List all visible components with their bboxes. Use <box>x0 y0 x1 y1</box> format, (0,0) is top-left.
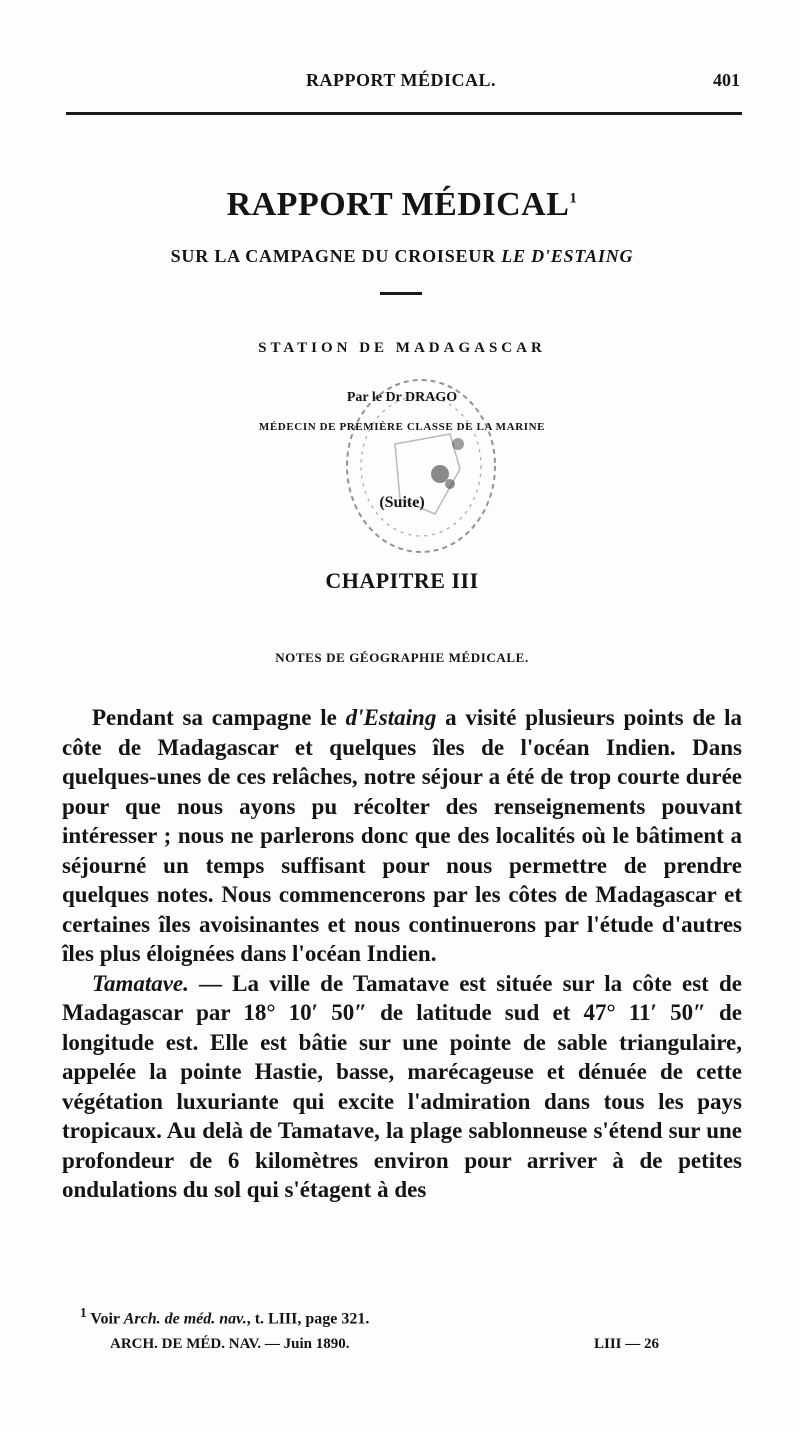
paragraph <box>62 703 742 969</box>
author-rank: MÉDECIN DE PREMIÈRE CLASSE DE LA MARINE <box>258 421 546 433</box>
library-stamp <box>340 374 502 558</box>
page-number: 401 <box>713 70 740 90</box>
author-line: Par le Dr DRAGO <box>346 390 458 405</box>
footer-citation: ARCH. DE MÉD. NAV. — Juin 1890. <box>110 1336 350 1352</box>
footnote-prefix: Voir <box>90 1310 124 1328</box>
header-rule <box>66 112 742 115</box>
footnote-mark: 1 <box>80 1305 87 1320</box>
footnote-journal: Arch. de méd. nav. <box>123 1310 247 1328</box>
footnote <box>80 1305 369 1328</box>
paragraph <box>62 969 742 1205</box>
chapter-heading: CHAPITRE III <box>325 568 479 593</box>
title-divider <box>380 292 422 295</box>
section-heading: NOTES DE GÉOGRAPHIE MÉDICALE. <box>275 650 529 665</box>
running-head <box>62 70 740 104</box>
station-heading: STATION DE MADAGASCAR <box>258 340 546 356</box>
ship-name: LE D'ESTAING <box>501 246 634 266</box>
report-title-text: RAPPORT MÉDICAL <box>226 186 570 223</box>
paragraph-text: a visité plusieurs points de la côte de Madagascar et quelques îles de l'océan Indien. Dans quelques-unes de ces relâches, notre séjour a été de trop courte durée pour que nous ayons pu récolter des renseignements pouvant intéresser ; nous ne parlerons donc que des localités où le bâtiment a séjourné un temps suffisant pour nous permettre de prendre quelques notes. Nous commencerons par les côtes de Madagascar et certaines îles avoisinantes et nous continuerons par l'étude d'autres îles plus éloignées dans l'océan Indien. <box>62 705 743 966</box>
report-subtitle <box>62 246 742 267</box>
place-name: Tamatave. <box>92 970 189 996</box>
footnote-suffix: , t. LIII, page 321. <box>246 1310 370 1328</box>
paragraph-text: — La ville de Tamatave est située sur la côte est de Madagascar par 18° 10′ 50″ de latitude sud et 47° 11′ 50″ de longitude est. Elle est bâtie sur une pointe de sable triangulaire, appelée la pointe Hastie, basse, marécageuse et dénuée de cette végétation luxuriante qui excite l'admiration dans tous les pays tropicaux. Au delà de Tamatave, la plage sablonneuse s'étend sur une profondeur de 6 kilomètres environ pour arriver à de petites ondulations du sol qui s'étagent à des <box>62 970 742 1202</box>
title-footnote-mark: 1 <box>569 190 578 207</box>
ship-name-inline: d'Estaing <box>345 705 437 730</box>
footer-signature: LIII — 26 <box>594 1336 660 1352</box>
body-text <box>62 703 742 1205</box>
running-head-title: RAPPORT MÉDICAL. <box>305 70 497 90</box>
subtitle-prefix: SUR LA CAMPAGNE DU CROISEUR <box>170 246 502 266</box>
paragraph-text: Pendant sa campagne le <box>92 705 346 730</box>
report-title <box>62 186 742 224</box>
suite-label: (Suite) <box>379 494 425 511</box>
